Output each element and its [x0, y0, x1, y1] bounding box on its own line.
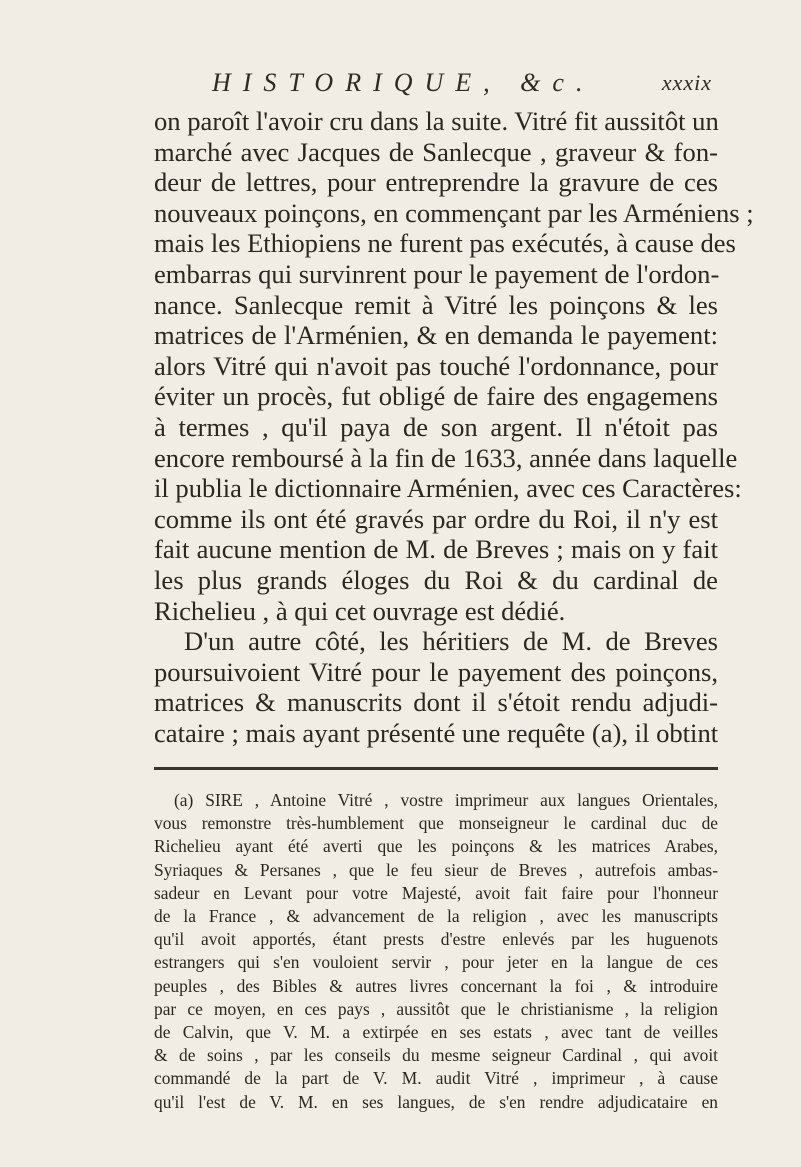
running-title: HISTORIQUE, &c. — [212, 68, 595, 97]
footnote-line: Syriaques & Persanes , que le feu sieur de Breves , autrefois ambas- — [154, 859, 718, 880]
footnote — [154, 789, 718, 1114]
footnote-line: Richelieu ayant été averti que les poinçons & les matrices Arabes, — [154, 836, 718, 857]
text-line: nouveaux poinçons, en commençant par les Arméniens ; — [154, 197, 754, 228]
text-line: deur de lettres, pour entreprendre la gravure de ces — [154, 167, 718, 198]
footnote-line: sadeur en Levant pour votre Majesté, avoit fait faire pour l'honneur — [154, 882, 718, 903]
page-number: xxxix — [661, 70, 712, 95]
footnote-line: estrangers qui s'en vouloient servir , pour jeter en la langue de ces — [154, 952, 718, 973]
text-line: matrices & manuscrits dont il s'étoit rendu adjudi- — [154, 687, 718, 718]
footnote-line: de la France , & advancement de la religion , avec les manuscripts — [154, 906, 718, 927]
footnote-line: vous remonstre très-humblement que monseigneur le cardinal duc de — [154, 813, 718, 834]
footnote-line: commandé de la part de V. M. audit Vitré , imprimeur , à cause — [154, 1068, 718, 1089]
footnote-line: par ce moyen, en ces pays , aussitôt que le christianisme , la religion — [154, 998, 718, 1019]
footnote-line: de Calvin, que V. M. a extirpée en ses estats , avec tant de veilles — [154, 1022, 718, 1043]
text-line: éviter un procès, fut obligé de faire des engagemens — [154, 381, 718, 412]
text-line: cataire ; mais ayant présenté une requête (a), il obtint — [154, 717, 719, 748]
text-line: les plus grands éloges du Roi & du cardinal de — [154, 564, 718, 595]
running-head — [212, 68, 712, 104]
text-line: marché avec Jacques de Sanlecque , graveur & fon- — [154, 136, 718, 167]
text-line: on paroît l'avoir cru dans la suite. Vitré fit aussitôt un — [154, 106, 719, 136]
footnote-line: qu'il l'est de V. M. en ses langues, de s'en rendre adjudicataire en — [154, 1091, 718, 1112]
text-line: embarras qui survinrent pour le payement de l'ordon- — [154, 258, 720, 289]
text-line: comme ils ont été gravés par ordre du Roi, il n'y est — [154, 503, 718, 534]
text-line: matrices de l'Arménien, & en demanda le payement: — [154, 320, 718, 351]
footnote-line: peuples , des Bibles & autres livres concernant la foi , & introduire — [154, 975, 718, 996]
footnote-separator — [154, 767, 718, 770]
text-line: il publia le dictionnaire Arménien, avec ces Caractères: — [154, 473, 742, 504]
footnote-line: & de soins , par les conseils du mesme seigneur Cardinal , qui avoit — [154, 1045, 718, 1066]
text-line: encore remboursé à la fin de 1633, année dans laquelle — [154, 442, 738, 473]
text-line: fait aucune mention de M. de Breves ; mais on y fait — [154, 534, 718, 565]
text-line: poursuivoient Vitré pour le payement des poinçons, — [154, 656, 718, 687]
footnote-line: (a) SIRE , Antoine Vitré , vostre imprimeur aux langues Orientales, — [174, 790, 718, 810]
text-line: mais les Ethiopiens ne furent pas exécutés, à cause des — [154, 228, 736, 259]
text-line: D'un autre côté, les héritiers de M. de Breves — [184, 626, 718, 657]
main-text — [154, 106, 754, 748]
text-line: à termes , qu'il paya de son argent. Il n'étoit pas — [154, 411, 718, 442]
footnote-line: qu'il avoit apportés, étant prests d'estre enlevés par les huguenots — [154, 929, 718, 950]
text-line: Richelieu , à qui cet ouvrage est dédié. — [154, 595, 566, 626]
text-line: alors Vitré qui n'avoit pas touché l'ordonnance, pour — [154, 350, 718, 381]
text-line: nance. Sanlecque remit à Vitré les poinçons & les — [154, 289, 718, 320]
